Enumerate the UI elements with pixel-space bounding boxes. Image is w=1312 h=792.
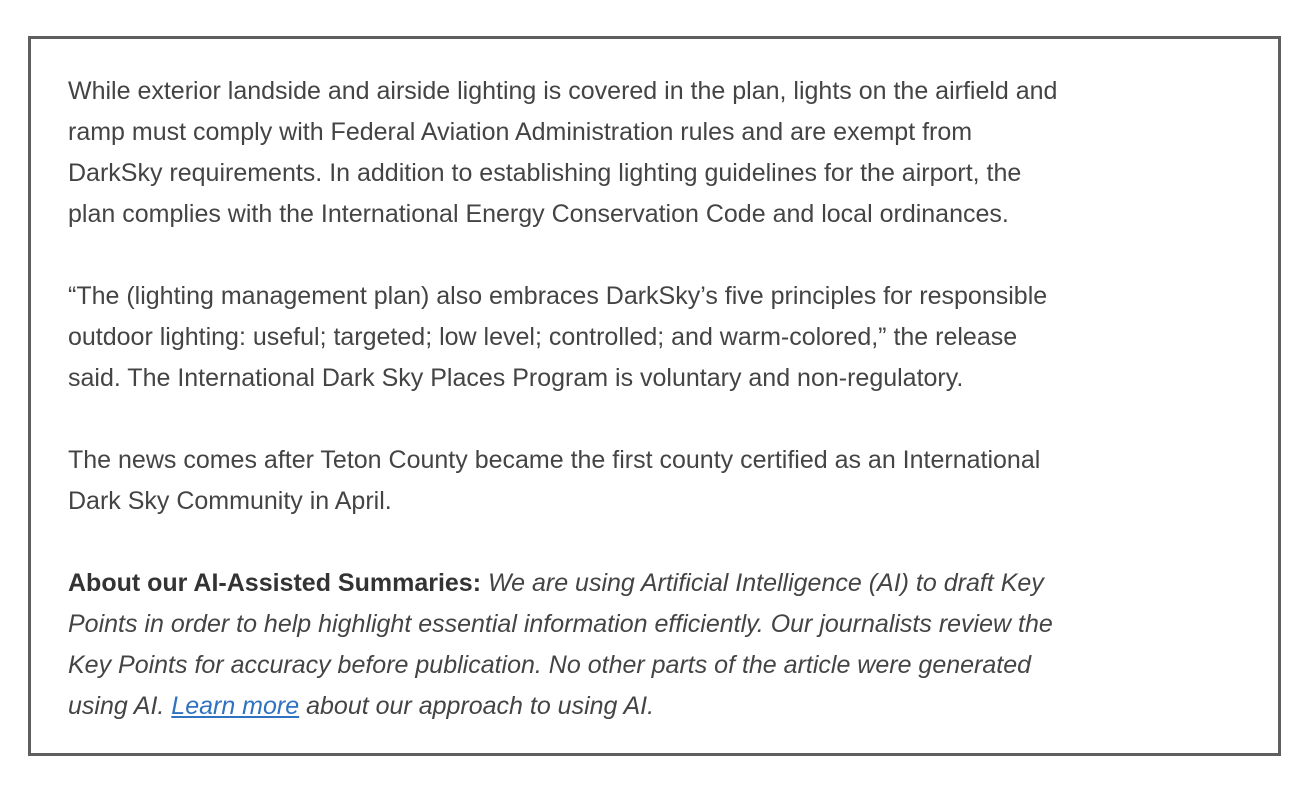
- text-line: The news comes after Teton County became the first county certified as an International: [68, 446, 1041, 474]
- article-excerpt-box: [28, 36, 1281, 756]
- disclaimer-text: using AI.: [68, 692, 172, 720]
- disclaimer-text: about our approach to using AI.: [299, 692, 655, 720]
- text-line: While exterior landside and airside lighting is covered in the plan, lights on the airfield and: [68, 77, 1058, 105]
- disclaimer-heading: About our AI-Assisted Summaries:: [68, 569, 482, 597]
- text-line: [68, 604, 1258, 645]
- paragraph-quote: [68, 276, 1258, 399]
- text-line: [68, 563, 1258, 604]
- text-line: [68, 686, 1258, 727]
- text-line: [68, 645, 1258, 686]
- disclaimer-text: Points in order to help highlight essential information efficiently. Our journalists review the: [68, 610, 1053, 638]
- ai-disclaimer: [68, 563, 1258, 727]
- text-line: plan complies with the International Energy Conservation Code and local ordinances.: [68, 200, 1009, 228]
- disclaimer-text: Key Points for accuracy before publication. No other parts of the article were generated: [68, 651, 1032, 679]
- article-body: [68, 71, 1258, 768]
- learn-more-link[interactable]: Learn more: [171, 692, 300, 720]
- disclaimer-text: We are using Artificial Intelligence (AI) to draft Key: [481, 569, 1044, 597]
- text-line: DarkSky requirements. In addition to establishing lighting guidelines for the airport, the: [68, 159, 1022, 187]
- text-line: said. The International Dark Sky Places Program is voluntary and non-regulatory.: [68, 364, 964, 392]
- text-line: ramp must comply with Federal Aviation Administration rules and are exempt from: [68, 118, 973, 146]
- paragraph-lighting-plan: [68, 71, 1258, 235]
- text-line: outdoor lighting: useful; targeted; low level; controlled; and warm-colored,” the release: [68, 323, 1018, 351]
- text-line: Dark Sky Community in April.: [68, 487, 392, 515]
- paragraph-teton-county: [68, 440, 1258, 522]
- text-line: “The (lighting management plan) also embraces DarkSky’s five principles for responsible: [68, 282, 1048, 310]
